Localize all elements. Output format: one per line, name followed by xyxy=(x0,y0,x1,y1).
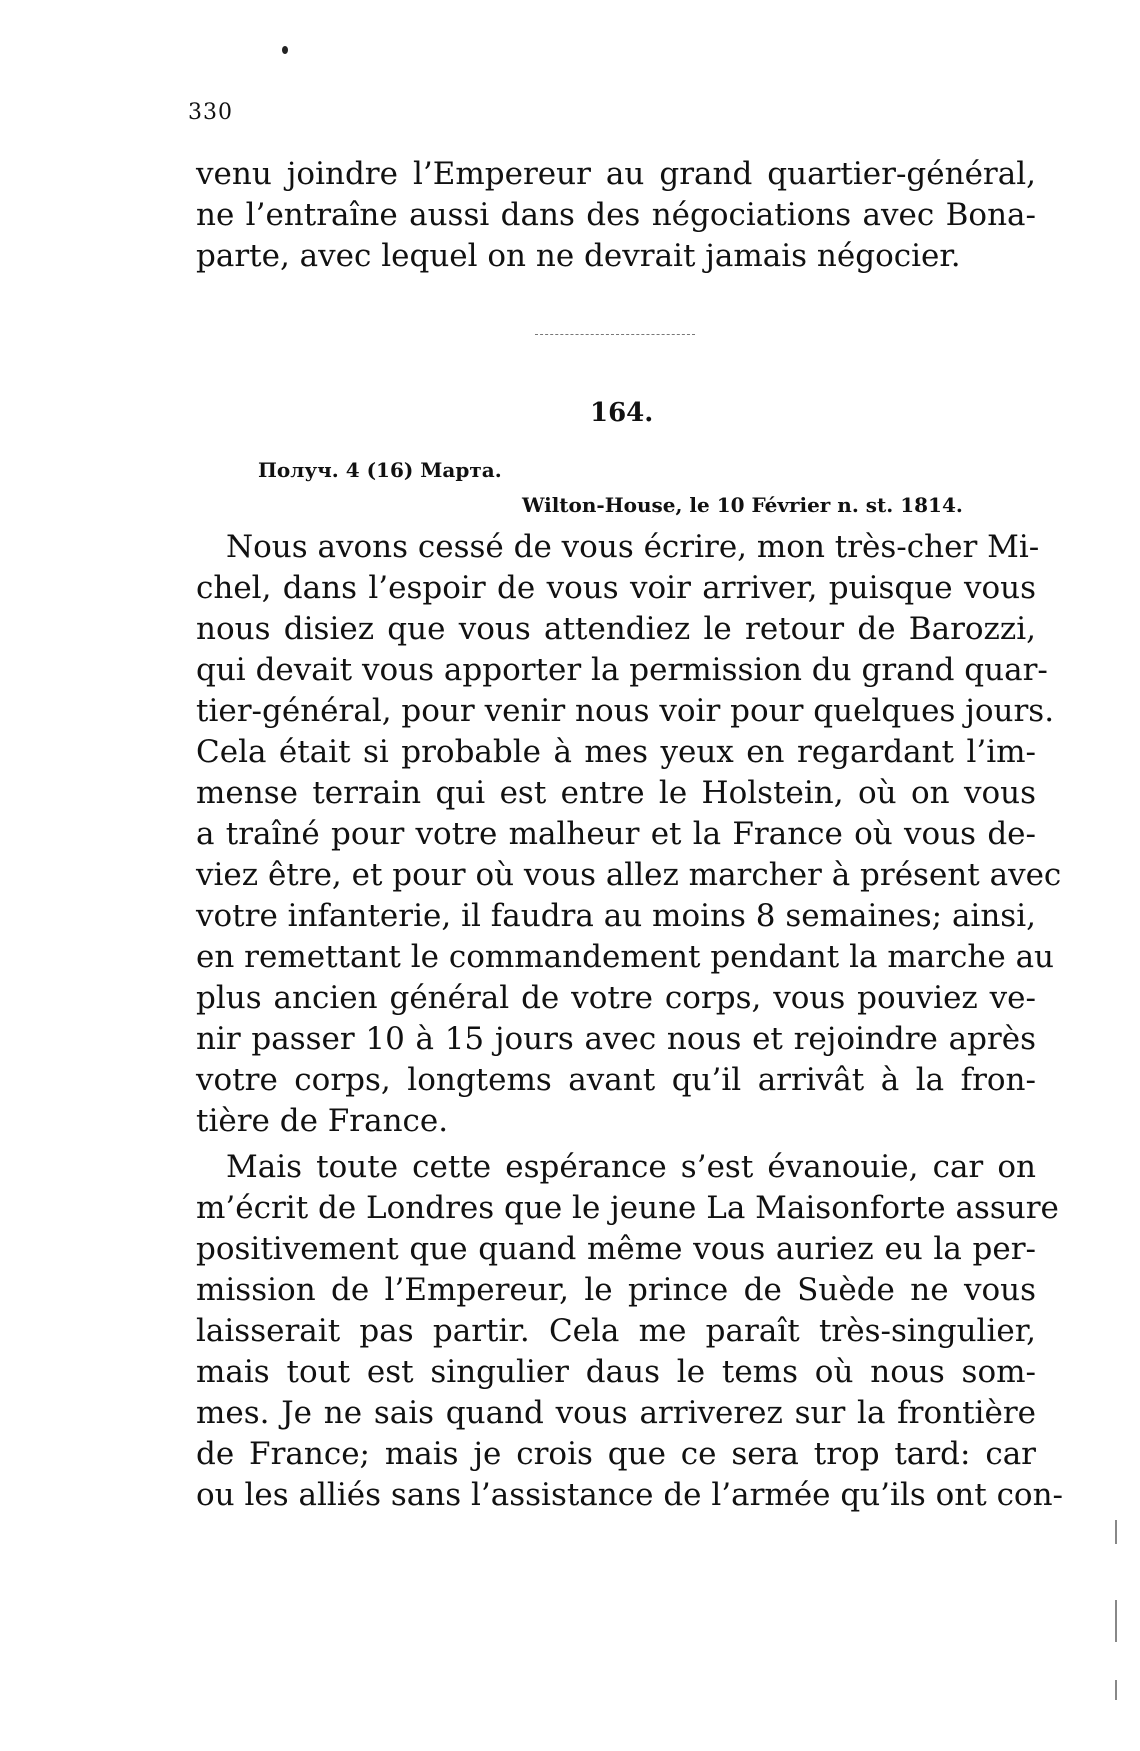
letter-place-date: Wilton-House, le 10 Février n. st. 1814. xyxy=(522,493,963,517)
letter-paragraph-1 xyxy=(196,527,1062,1142)
letter-paragraph-2 xyxy=(196,1147,1064,1516)
text-line: mense terrain qui est entre le Holstein, où on vous xyxy=(196,775,1036,811)
ink-speck xyxy=(282,46,288,54)
text-line: nir passer 10 à 15 jours avec nous et rejoindre après xyxy=(196,1021,1036,1057)
text-line: positivement que quand même vous auriez eu la per- xyxy=(196,1231,1036,1267)
text-line: votre infanterie, il faudra au moins 8 semaines; ainsi, xyxy=(196,898,1036,934)
text-line: de France; mais je crois que ce sera trop tard: car xyxy=(196,1436,1036,1472)
text-line: qui devait vous apporter la permission du grand quar- xyxy=(196,652,1048,688)
text-line: en remettant le commandement pendant la marche au xyxy=(196,939,1055,975)
text-line: tier-général, pour venir nous voir pour quelques jours. xyxy=(196,693,1055,729)
section-divider xyxy=(535,334,695,336)
text-line: mission de l’Empereur, le prince de Suède ne vous xyxy=(196,1272,1036,1308)
text-line: mes. Je ne sais quand vous arriverez sur la frontière xyxy=(196,1395,1036,1431)
text-line: nous disiez que vous attendiez le retour de Barozzi, xyxy=(196,611,1036,647)
scan-edge-mark xyxy=(1115,1520,1117,1544)
text-line: m’écrit de Londres que le jeune La Maisonforte assure xyxy=(196,1190,1059,1226)
text-line: mais tout est singulier daus le tems où nous som- xyxy=(196,1354,1036,1390)
text-line: venu joindre l’Empereur au grand quartier-général, xyxy=(196,156,1036,192)
scan-edge-mark xyxy=(1115,1600,1117,1642)
text-line: a traîné pour votre malheur et la France où vous de- xyxy=(196,816,1036,852)
text-line: Mais toute cette espérance s’est évanouie, car on xyxy=(226,1149,1036,1185)
text-line: viez être, et pour où vous allez marcher à présent avec xyxy=(196,857,1062,893)
letter-number: 164. xyxy=(590,398,654,428)
text-line: Cela était si probable à mes yeux en regardant l’im- xyxy=(196,734,1036,770)
continued-paragraph xyxy=(196,154,1036,277)
scan-edge-mark xyxy=(1115,1680,1117,1700)
text-line: tière de France. xyxy=(196,1103,449,1139)
page-number: 330 xyxy=(188,100,233,125)
text-line: ou les alliés sans l’assistance de l’armée qu’ils ont con- xyxy=(196,1477,1064,1513)
text-line: parte, avec lequel on ne devrait jamais négocier. xyxy=(196,238,961,274)
text-line: plus ancien général de votre corps, vous pouviez ve- xyxy=(196,980,1036,1016)
text-line: Nous avons cessé de vous écrire, mon très-cher Mi- xyxy=(226,529,1040,565)
text-line: votre corps, longtems avant qu’il arrivât à la fron- xyxy=(196,1062,1036,1098)
text-line: ne l’entraîne aussi dans des négociations avec Bona- xyxy=(196,197,1036,233)
text-line: chel, dans l’espoir de vous voir arriver, puisque vous xyxy=(196,570,1036,606)
text-line: laisserait pas partir. Cela me paraît très-singulier, xyxy=(196,1313,1036,1349)
received-date: Получ. 4 (16) Марта. xyxy=(258,458,502,482)
